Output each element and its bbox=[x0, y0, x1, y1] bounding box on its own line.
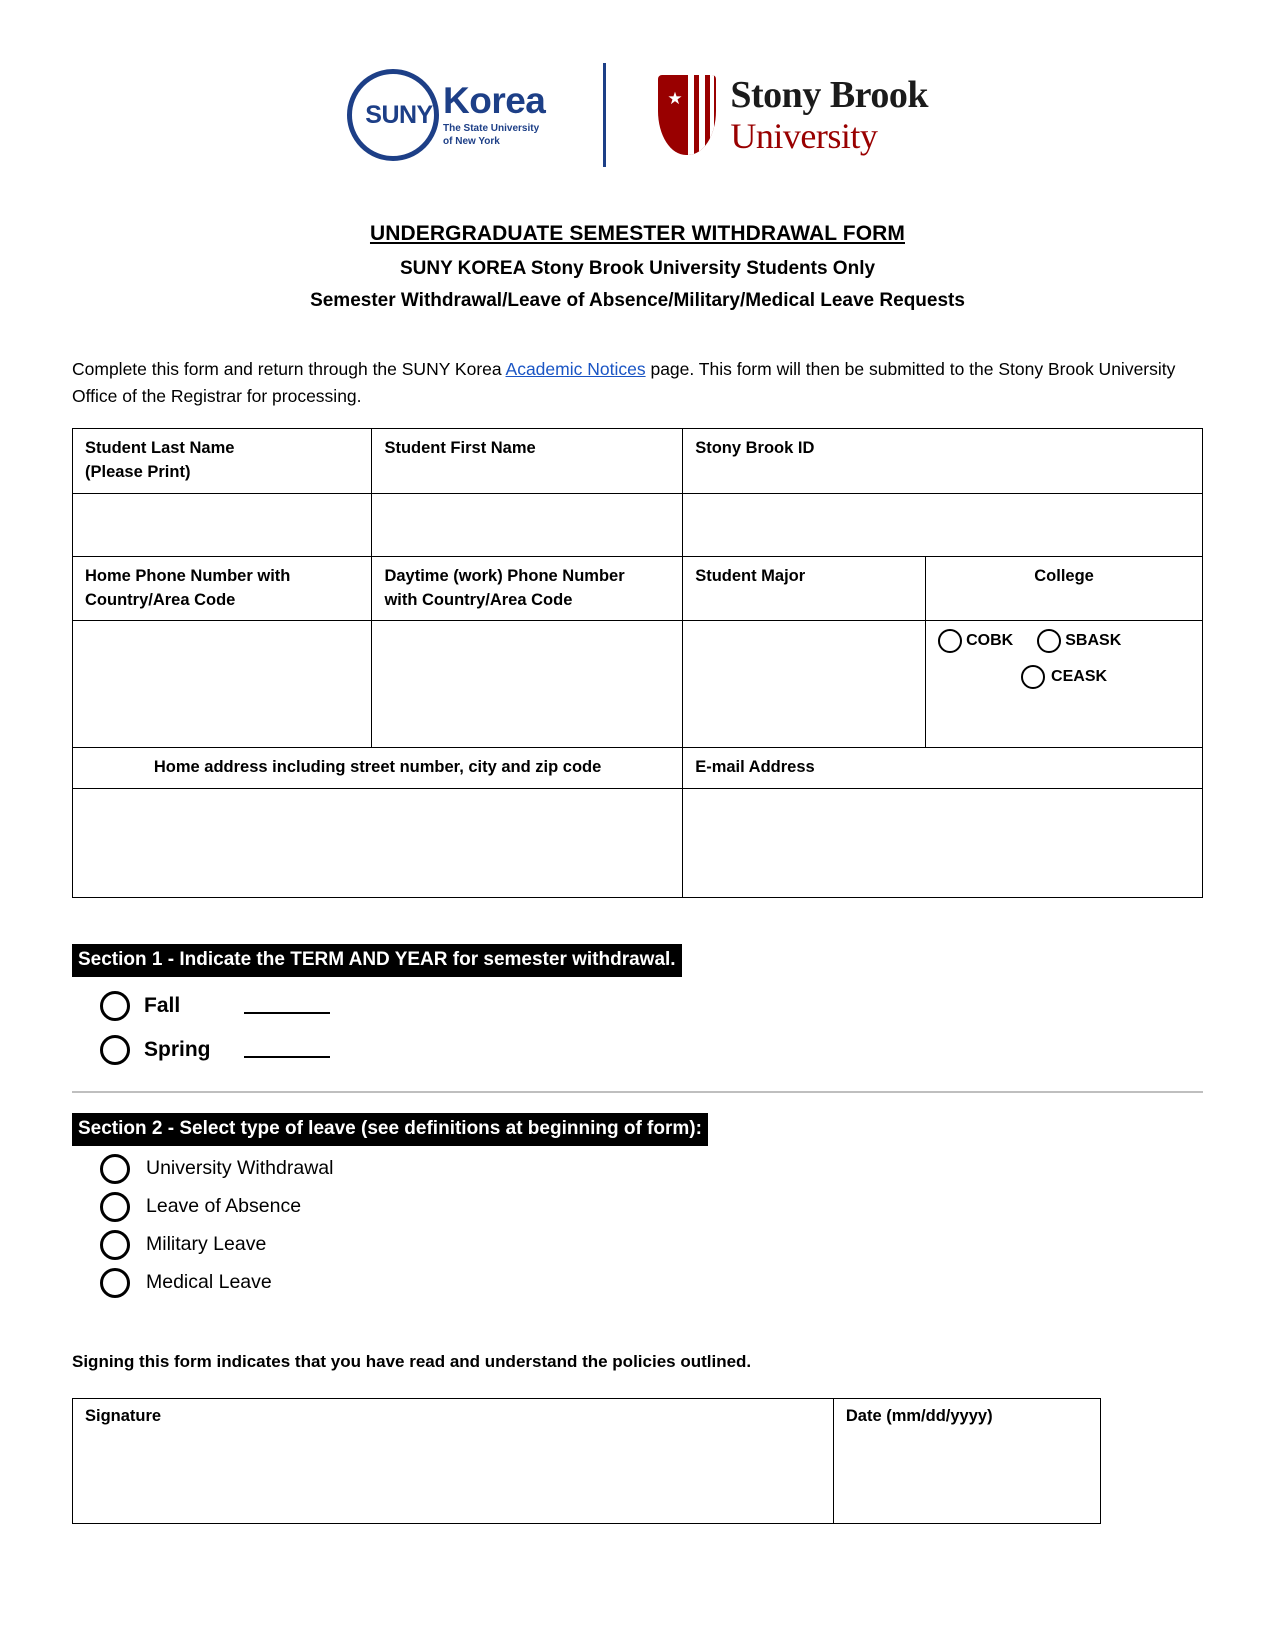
term-option-fall[interactable] bbox=[100, 991, 1203, 1021]
cell-college-label bbox=[926, 556, 1203, 621]
suny-tagline-line2: of New York bbox=[443, 136, 500, 148]
input-fall-year[interactable] bbox=[244, 998, 330, 1014]
signature-note: Signing this form indicates that you have read and understand the policies outlined. bbox=[72, 1351, 752, 1371]
label-last-name-line2: (Please Print) bbox=[85, 462, 191, 481]
label-college-ceask: CEASK bbox=[1051, 668, 1108, 686]
label-signature: Signature bbox=[85, 1406, 162, 1425]
leave-option-medical-leave[interactable] bbox=[100, 1268, 1203, 1298]
radio-medical-leave[interactable] bbox=[100, 1268, 130, 1298]
radio-university-withdrawal[interactable] bbox=[100, 1154, 130, 1184]
label-medical-leave: Medical Leave bbox=[146, 1271, 272, 1294]
leave-option-university-withdrawal[interactable] bbox=[100, 1154, 1203, 1184]
radio-college-sbask[interactable] bbox=[1037, 629, 1061, 653]
label-daytime-phone-line1: Daytime (work) Phone Number bbox=[384, 566, 625, 585]
suny-korea-word: Korea bbox=[443, 80, 546, 122]
stony-brook-wordmark bbox=[730, 76, 928, 154]
label-home-phone-line2: Country/Area Code bbox=[85, 590, 236, 609]
label-first-name: Student First Name bbox=[384, 438, 536, 457]
cell-student-last-name bbox=[73, 428, 372, 493]
section-1 bbox=[72, 944, 1203, 1065]
table-row bbox=[73, 748, 1203, 789]
logo-divider bbox=[603, 63, 606, 167]
cell-student-first-name bbox=[372, 428, 683, 493]
field-stony-brook-id[interactable] bbox=[683, 493, 1203, 556]
cell-home-phone-label bbox=[73, 556, 372, 621]
field-student-major[interactable] bbox=[683, 621, 926, 748]
leave-option-leave-of-absence[interactable] bbox=[100, 1192, 1203, 1222]
label-date: Date (mm/dd/yyyy) bbox=[845, 1406, 993, 1425]
input-spring-year[interactable] bbox=[244, 1042, 330, 1058]
field-home-address[interactable] bbox=[73, 789, 683, 898]
stony-brook-line1: Stony Brook bbox=[730, 74, 928, 116]
radio-leave-of-absence[interactable] bbox=[100, 1192, 130, 1222]
suny-tagline-line1: The State University bbox=[443, 122, 540, 134]
table-row bbox=[73, 493, 1203, 556]
label-email-address: E-mail Address bbox=[695, 758, 815, 777]
table-row bbox=[73, 428, 1203, 493]
table-row bbox=[73, 556, 1203, 621]
label-leave-of-absence: Leave of Absence bbox=[146, 1195, 302, 1218]
logo-header bbox=[72, 0, 1203, 170]
student-info-table bbox=[72, 428, 1203, 899]
cell-home-address-label bbox=[73, 748, 683, 789]
intro-text-before: Complete this form and return through the SUNY Korea bbox=[72, 359, 506, 379]
page-subtitle-2: Semester Withdrawal/Leave of Absence/Military/Medical Leave Requests bbox=[310, 290, 965, 311]
section-2 bbox=[72, 1113, 1203, 1298]
stony-brook-line2: University bbox=[730, 116, 878, 156]
field-first-name[interactable] bbox=[372, 493, 683, 556]
cell-student-major-label bbox=[683, 556, 926, 621]
page-subtitle-1: SUNY KOREA Stony Brook University Students Only bbox=[399, 258, 876, 279]
term-option-spring[interactable] bbox=[100, 1035, 1203, 1065]
label-university-withdrawal: University Withdrawal bbox=[146, 1157, 334, 1180]
suny-korea-logo bbox=[347, 69, 551, 161]
label-military-leave: Military Leave bbox=[146, 1233, 267, 1256]
section-2-heading: Section 2 - Select type of leave (see definitions at beginning of form): bbox=[72, 1113, 708, 1146]
cell-signature[interactable] bbox=[73, 1398, 834, 1523]
cell-daytime-phone-label bbox=[372, 556, 683, 621]
field-last-name[interactable] bbox=[73, 493, 372, 556]
field-daytime-phone[interactable] bbox=[372, 621, 683, 748]
college-options bbox=[926, 621, 1203, 748]
shield-icon bbox=[658, 75, 716, 155]
label-college-sbask: SBASK bbox=[1065, 632, 1122, 650]
academic-notices-link[interactable]: Academic Notices bbox=[505, 359, 646, 379]
radio-term-fall[interactable] bbox=[100, 991, 130, 1021]
suny-ring-icon bbox=[347, 69, 439, 161]
section-1-heading: Section 1 - Indicate the TERM AND YEAR for semester withdrawal. bbox=[72, 944, 682, 977]
table-row bbox=[73, 1398, 1101, 1523]
cell-date[interactable] bbox=[833, 1398, 1100, 1523]
suny-ring-label: SUNY bbox=[365, 100, 433, 129]
table-row bbox=[73, 621, 1203, 748]
intro-paragraph bbox=[72, 356, 1203, 410]
field-email-address[interactable] bbox=[683, 789, 1203, 898]
cell-email-label bbox=[683, 748, 1203, 789]
label-college-cobk: COBK bbox=[966, 632, 1014, 650]
radio-college-ceask[interactable] bbox=[1021, 665, 1045, 689]
intro-text-after: page. This form will then be submitted to the Stony Brook University Office of the Registrar for processing. bbox=[72, 359, 1176, 407]
suny-wordmark bbox=[443, 82, 545, 148]
table-row bbox=[73, 789, 1203, 898]
section-divider bbox=[72, 1091, 1203, 1093]
label-college: College bbox=[1034, 566, 1094, 585]
star-icon: ★ bbox=[667, 89, 683, 108]
label-term-spring: Spring bbox=[144, 1038, 211, 1062]
field-home-phone[interactable] bbox=[73, 621, 372, 748]
stony-brook-logo bbox=[658, 75, 928, 155]
cell-stony-brook-id bbox=[683, 428, 1203, 493]
label-stony-brook-id: Stony Brook ID bbox=[695, 438, 815, 457]
label-home-address: Home address including street number, city and zip code bbox=[153, 758, 602, 777]
radio-military-leave[interactable] bbox=[100, 1230, 130, 1260]
signature-table bbox=[72, 1398, 1101, 1524]
title-block bbox=[72, 222, 1203, 312]
label-student-major: Student Major bbox=[695, 566, 806, 585]
radio-college-cobk[interactable] bbox=[938, 629, 962, 653]
radio-term-spring[interactable] bbox=[100, 1035, 130, 1065]
label-daytime-phone-line2: with Country/Area Code bbox=[384, 590, 573, 609]
label-home-phone-line1: Home Phone Number with bbox=[85, 566, 291, 585]
page-title: UNDERGRADUATE SEMESTER WITHDRAWAL FORM bbox=[369, 222, 905, 245]
label-last-name-line1: Student Last Name bbox=[85, 438, 235, 457]
leave-option-military-leave[interactable] bbox=[100, 1230, 1203, 1260]
label-term-fall: Fall bbox=[144, 994, 181, 1018]
